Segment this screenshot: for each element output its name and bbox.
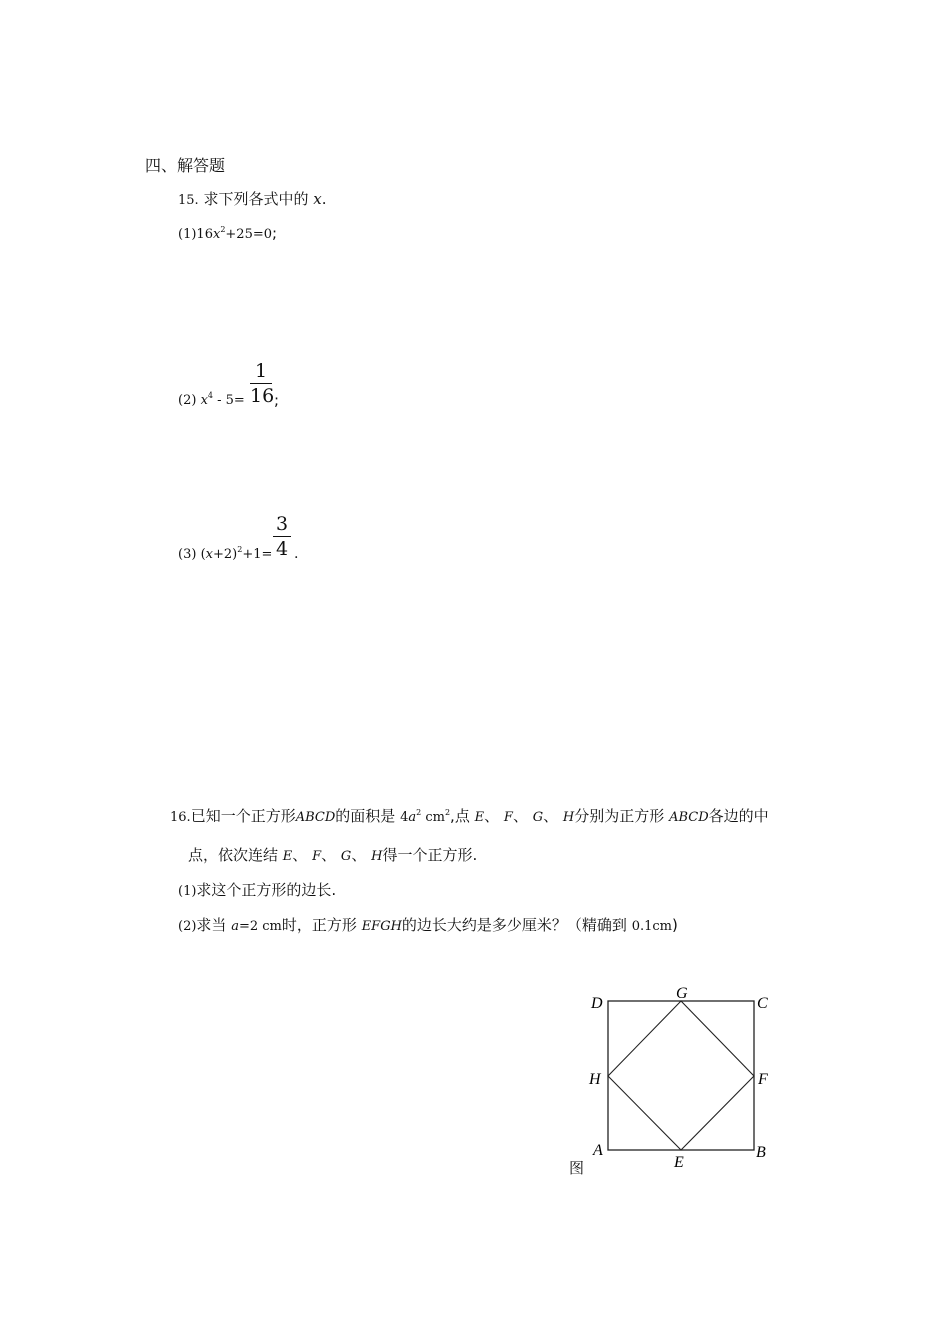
fraction-bar (250, 383, 272, 384)
q16-text1: 已知一个正方形 (190, 807, 296, 825)
label-f: F (758, 1071, 768, 1088)
q15-stem-text: 求下列各式中的 (203, 190, 309, 208)
separator: 、 (351, 846, 367, 864)
q15-p2-x: x (200, 393, 208, 408)
q16-text3: ,点 (450, 807, 470, 825)
q16-line2-text2: 得一个正方形. (382, 846, 478, 864)
q16-sub2-text2: 时，正方形 (281, 916, 357, 934)
q15-part3 (178, 547, 272, 562)
q16-area: $4a^2$ $cm^2$ (400, 808, 451, 825)
q15-p3-fraction (273, 513, 291, 560)
q16-sub2 (178, 914, 678, 935)
separator: 、 (543, 807, 559, 825)
q15-p2-exp: 4 (207, 391, 213, 400)
q15-p2-fraction (250, 360, 275, 407)
q16-abcd: ABCD (295, 810, 336, 825)
q16-point-g: G (340, 849, 352, 864)
q16-sub2-efgh: EFGH (361, 919, 402, 934)
q15-p2-denominator: 16 (250, 385, 275, 407)
q15-p3-x: x (205, 547, 213, 562)
q16-sub2-label: (2) (178, 919, 197, 934)
q16-point-e: E (282, 849, 293, 864)
q15-p2-numerator: 1 (254, 360, 268, 382)
q15-part2 (178, 393, 245, 408)
q15-p1-x: x (212, 227, 221, 242)
label-c: C (757, 995, 768, 1012)
q16-sub2-precision: 0.1cm (631, 919, 673, 934)
q15-p3-numerator: 3 (275, 513, 289, 535)
q15-p2-rest: - 5= (213, 393, 245, 408)
q16-sub1 (178, 879, 336, 900)
q15-number: 15. (178, 193, 199, 208)
q16-text5: 各边的中 (708, 807, 769, 825)
q16-sub2-text1: 求当 (196, 916, 227, 934)
q15-p1-end: ; (272, 224, 278, 242)
q15-stem (178, 188, 327, 209)
inner-square-efgh (608, 1001, 754, 1150)
label-b: B (756, 1144, 766, 1161)
q16-sub2-eq: =2 cm (238, 919, 282, 934)
q16-point-f: F (312, 849, 322, 864)
label-e: E (674, 1154, 684, 1171)
q15-p1-coef: 16 (196, 227, 213, 242)
fraction-bar (273, 536, 291, 537)
outer-square-abcd (608, 1001, 754, 1150)
label-a: A (593, 1142, 603, 1159)
q16-point-f: F (503, 810, 513, 825)
q16-text2: 的面积是 (335, 807, 396, 825)
figure-caption: 图 (569, 1159, 585, 1177)
q15-p3-inner: +2) (212, 547, 238, 562)
q15-p2-end: ; (274, 391, 280, 409)
q15-p3-end: . (294, 546, 299, 562)
q16-line1 (170, 805, 769, 826)
q15-period: . (321, 190, 327, 208)
q16-line2-text1: 点，依次连结 (188, 846, 279, 864)
label-h: H (589, 1071, 601, 1088)
q15-p1-rest: +25=0 (225, 227, 273, 242)
label-d: D (591, 995, 603, 1012)
q15-p3-label: (3) (178, 547, 197, 562)
q16-text4: 分别为正方形 (574, 807, 665, 825)
label-g: G (676, 985, 688, 1002)
q16-point-g: G (532, 810, 544, 825)
q16-sub1-label: (1) (178, 884, 197, 899)
square-figure (580, 980, 780, 1180)
q16-point-h: H (562, 810, 575, 825)
q15-p2-label: (2) (178, 393, 197, 408)
q16-sub2-close: ) (672, 916, 678, 934)
separator: 、 (321, 846, 337, 864)
q16-sub1-text: 求这个正方形的边长. (196, 881, 337, 899)
q16-abcd-2: ABCD (669, 810, 709, 825)
q15-var-x: x (313, 190, 322, 208)
q15-p3-denominator: 4 (275, 538, 289, 560)
q15-p1-label: (1) (178, 227, 197, 242)
separator: 、 (292, 846, 308, 864)
separator: 、 (484, 807, 500, 825)
q15-p3-exp: 2 (237, 545, 243, 554)
q16-line2 (188, 844, 477, 865)
section-title: 四、解答题 (145, 156, 226, 175)
q15-part1 (178, 224, 277, 242)
q16-sub2-text3: 的边长大约是多少厘米？（精确到 (401, 916, 627, 934)
q16-number: 16. (170, 810, 191, 825)
q15-p3-open: ( (200, 547, 206, 562)
separator: 、 (512, 807, 528, 825)
q16-sub2-var-a: a (231, 919, 239, 934)
q15-p1-exp: 2 (220, 225, 226, 234)
q15-p3-rest: +1= (242, 547, 273, 562)
q16-point-h: H (371, 849, 383, 864)
q16-point-e: E (474, 810, 485, 825)
